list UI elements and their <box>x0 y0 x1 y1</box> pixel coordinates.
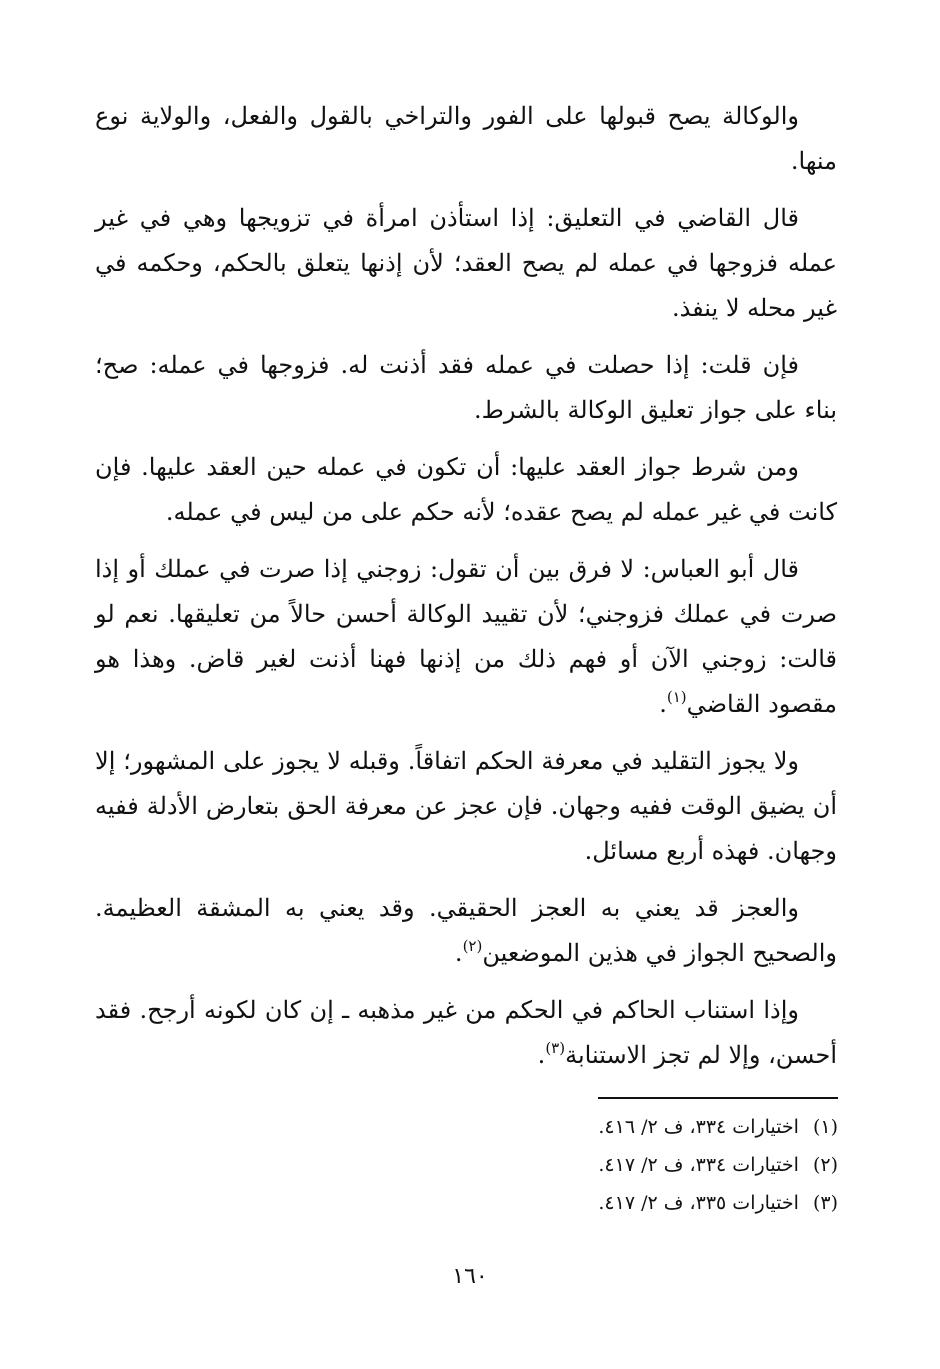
paragraph-1 <box>95 94 837 184</box>
paragraph-2 <box>95 196 837 331</box>
footnote-2 <box>440 1146 838 1184</box>
footnote-number: (٢) <box>812 1154 838 1176</box>
footnote-text: اختيارات ٣٣٤، ف ٢/ ٤١٧. <box>598 1154 799 1176</box>
paragraph-text: والوكالة يصح قبولها على الفور والتراخي بالقول والفعل، والولاية نوع منها. <box>95 102 837 175</box>
footnote-divider <box>598 1097 838 1099</box>
paragraph-4 <box>95 445 837 535</box>
page-number: ١٦٠ <box>452 1264 488 1289</box>
paragraph-6 <box>95 739 837 874</box>
paragraph-text: فإن قلت: إذا حصلت في عمله فقد أذنت له. فزوجها في عمله: صح؛ بناء على جواز تعليق الوكالة بالشرط. <box>95 351 837 424</box>
paragraph-8: وإذا استناب الحاكم في الحكم من غير مذهبه ـ إن كان لكونه أرجح. فقد أحسن، وإلا لم تجز الاستنابة$^{(٣)}$. <box>95 996 837 1069</box>
paragraph-text: والعجز قد يعني به العجز الحقيقي. وقد يعني به المشقة العظيمة. والصحيح الجواز في هذين الموضعين <box>95 894 837 967</box>
footnote-number: (١) <box>812 1116 838 1138</box>
footnote-text: اختيارات ٣٣٤، ف ٢/ ٤١٦. <box>598 1116 799 1138</box>
paragraph-text: ومن شرط جواز العقد عليها: أن تكون في عمله حين العقد عليها. فإن كانت في غير عمله لم يصح عقده؛ لأنه حكم على من ليس في عمله. <box>95 453 837 526</box>
paragraph-3 <box>95 343 837 433</box>
footnotes-section <box>440 1108 838 1222</box>
footnote-marker: (٣) <box>545 1039 566 1057</box>
paragraph-text: قال أبو العباس: لا فرق بين أن تقول: زوجني إذا صرت في عملك أو إذا صرت في عملك فزوجني؛ لأن تقييد الوكالة أحسن حالاً من تعليقها. نعم لو قالت: زوجني الآن أو فهم ذلك من إذنها فهنا أذنت لغير قاض. وهذا هو مقصود القاضي <box>95 555 837 718</box>
main-text <box>95 94 837 1090</box>
footnote-1 <box>440 1108 838 1146</box>
paragraph-7: والعجز قد يعني به العجز الحقيقي. وقد يعني به المشقة العظيمة. والصحيح الجواز في هذين الموضعين$^{(٢)}$. <box>95 894 837 967</box>
footnote-marker: (١) <box>666 688 687 706</box>
footnote-marker: (٢) <box>462 937 483 955</box>
footnote-number: (٣) <box>812 1192 838 1214</box>
paragraph-text: وإذا استناب الحاكم في الحكم من غير مذهبه ـ إن كان لكونه أرجح. فقد أحسن، وإلا لم تجز الاستنابة <box>95 996 837 1069</box>
paragraph-text: ولا يجوز التقليد في معرفة الحكم اتفاقاً. وقبله لا يجوز على المشهور؛ إلا أن يضيق الوقت ففيه وجهان. فإن عجز عن معرفة الحق بتعارض الأدلة ففيه وجهان. فهذه أربع مسائل. <box>95 747 837 865</box>
footnote-text: اختيارات ٣٣٥، ف ٢/ ٤١٧. <box>598 1192 799 1214</box>
paragraph-5: قال أبو العباس: لا فرق بين أن تقول: زوجني إذا صرت في عملك أو إذا صرت في عملك فزوجني؛ لأن تقييد الوكالة أحسن حالاً من تعليقها. نعم لو قالت: زوجني الآن أو فهم ذلك من إذنها فهنا أذنت لغير قاض. وهذا هو مقصود القاضي$^{(١)}$. <box>95 555 837 718</box>
paragraph-text: قال القاضي في التعليق: إذا استأذن امرأة في تزويجها وهي في غير عمله فزوجها في عمله لم يصح العقد؛ لأن إذنها يتعلق بالحكم، وحكمه في غير محله لا ينفذ. <box>95 204 837 322</box>
footnote-3 <box>440 1184 838 1222</box>
